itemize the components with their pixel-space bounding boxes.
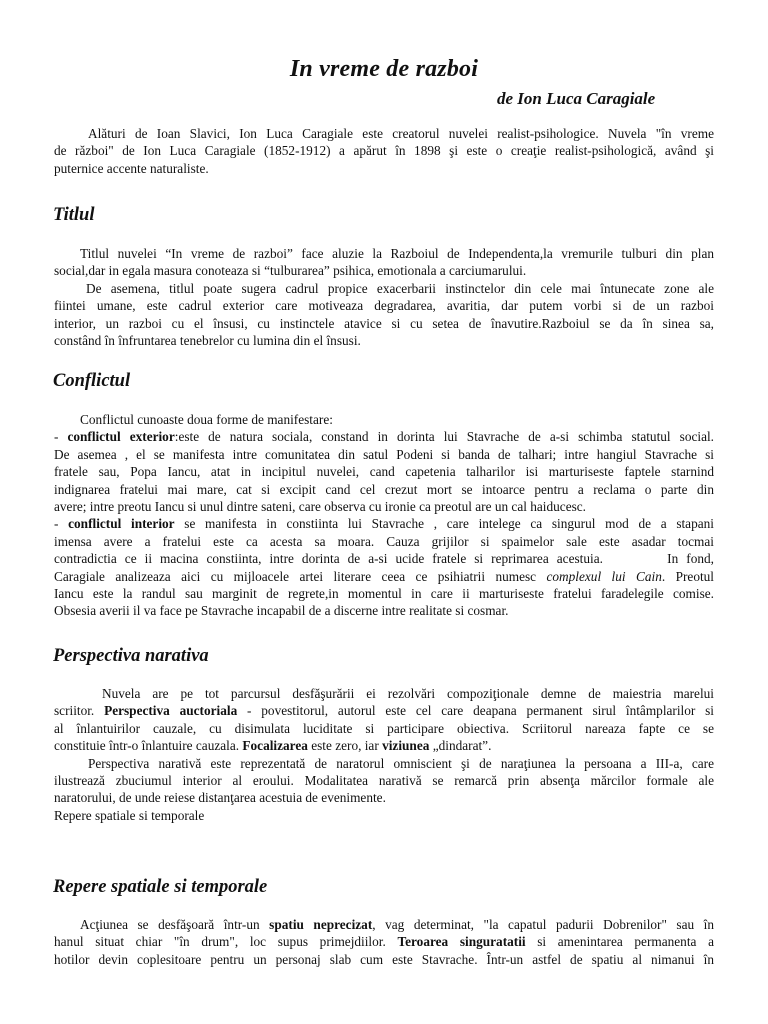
text-run: , vag determinat, "la capatul padurii Dobrenilor" sau în <box>372 917 715 932</box>
text-run: constituie într-o înlantuire cauzala. <box>54 738 243 754</box>
text-run: - povestitorul, autorul este cel care deapana permanent sirul întâmplarilor si <box>237 703 714 719</box>
text-line: al înlantuirilor cauzale, cu disimulata luciditate si participare obiectiva. Scriitorul nareaza fapte ce se <box>54 720 714 736</box>
term-focalizarea: Focalizarea <box>242 738 308 754</box>
text-line: de război" de Ion Luca Caragiale (1852-1912) a apărut în 1898 şi este o creaţie realist-psihologică, având şi <box>54 143 714 159</box>
text-line <box>54 568 714 585</box>
text-run: si amenintarea permanenta a <box>525 934 714 950</box>
text-line: fiintei umane, este cadrul exterior care motiveaza degradarea, avaritia, dar putem vorbi si de un razboi <box>54 298 714 314</box>
text-line: De asemea , el se manifesta intre comunitatea din satul Podeni si banda de talhari; intre hangiul Stavrache si <box>54 446 714 462</box>
text-line: hotilor devin coplesitoare pentru un personaj slab cum este Stavrache. Într-un astfel de spatiu al nimanui în <box>54 951 714 967</box>
term-conflictul-exterior: conflictul exterior <box>67 429 175 445</box>
term-teroarea-singuratatii: Teroarea singuratatii <box>397 934 526 950</box>
text-line: Titlul nuvelei “In vreme de razboi” face aluzie la Razboiul de Independenta,la vremurile tulburi din plan <box>80 246 714 261</box>
text-line <box>54 933 714 950</box>
term-complexul-lui-cain: complexul lui Cain <box>546 568 662 584</box>
text-line: interior, un razboi cu el însusi, cu instinctele atavice si cu setea de înavutire.Razboiul se da în sinea sa, <box>54 315 714 331</box>
text-run: scriitor. <box>54 703 105 719</box>
intro-paragraph <box>54 125 714 177</box>
text-run: se manifesta in constiinta lui Stavrache , care intelege ca singurul mod de a stapani <box>174 516 714 532</box>
text-line: imensa avere a fratelui este ca acesta sa moara. Cauza grijilor si spaimelor sale este asadar tocmai <box>54 533 714 549</box>
text-line: avere; intre preotu Iancu si unul dintre sateni, care observa cu ironie ca preotul are un cal haiducesc. <box>54 499 587 515</box>
term-conflictul-interior: conflictul interior <box>68 516 175 532</box>
text-line: De asemena, titlul poate sugera cadrul propice exacerbarii instinctelor din cele mai întunecate zone ale <box>86 281 714 296</box>
repere-body <box>54 916 714 968</box>
document-title: In vreme de razboi <box>289 56 479 82</box>
titlul-paragraph-2 <box>54 280 714 350</box>
text-line: Iancu este la randul sau marginit de regrete,in momentul in care ii marturiseste fratelui faradelegile comise. <box>54 586 714 602</box>
text-line <box>54 702 714 719</box>
text-line <box>54 916 714 933</box>
perspectiva-body <box>54 685 714 824</box>
text-line: constând în înfruntarea tenebrelor cu lumina din el însusi. <box>54 333 361 349</box>
text-line <box>54 428 714 445</box>
conflictul-body <box>54 411 714 620</box>
titlul-paragraph-1 <box>54 245 714 280</box>
text-line: Conflictul cunoaste doua forme de manifestare: <box>80 412 333 427</box>
term-perspectiva-auctoriala: Perspectiva auctoriala <box>104 703 238 719</box>
list-dash: - <box>54 429 68 445</box>
text-line <box>54 515 714 532</box>
text-line: fratele sau, Popa Iancu, atat in incipitul nuvelei, cand capetenia talharilor isi marturiseste faptele starnind <box>54 464 714 480</box>
section-heading-perspectiva: Perspectiva narativa <box>53 646 209 666</box>
section-heading-titlul: Titlul <box>53 205 95 225</box>
list-dash: - <box>54 516 69 532</box>
text-line: Perspectiva narativă este reprezentată de naratorul omniscient şi de naraţiunea la persoana a III-a, care <box>88 755 714 771</box>
text-run: „dindarat”. <box>429 738 492 754</box>
term-viziunea: viziunea <box>382 738 430 754</box>
term-spatiu-neprecizat: spatiu neprecizat <box>269 917 373 932</box>
text-line: Nuvela are pe tot parcursul desfăşurării ei rezolvări compoziţionale demne de maiestria marelui <box>102 686 714 701</box>
document-author: de Ion Luca Caragiale <box>497 89 656 108</box>
text-run: . Preotul <box>661 568 715 584</box>
text-run: este zero, iar <box>307 738 383 754</box>
text-line <box>54 737 714 754</box>
text-line: indignarea fratelui mai mare, cat si excipit cand cel crezut mort se intoarce pentru a reclama o parte din <box>54 481 714 497</box>
text-line: puternice accente naturaliste. <box>54 160 209 176</box>
text-line: contradictia ce ii macina constiinta, intre dorinta de a-si ucide fratele si reprimarea acestuia. In fond, <box>54 551 714 567</box>
text-line: Alături de Ioan Slavici, Ion Luca Caragiale este creatorul nuvelei realist-psihologice. Nuvela "în vreme <box>88 126 714 141</box>
text-run: hanul situat chiar "în drum", loc supus primejdiilor. <box>54 934 398 950</box>
section-heading-repere: Repere spatiale si temporale <box>53 877 268 897</box>
text-run: Acţiunea se desfăşoară într-un <box>80 917 270 932</box>
text-line: ilustrează zbuciumul interior al eroului. Modalitatea narativă se remarcă prin absenţa mărcilor formale ale <box>54 773 714 789</box>
text-line: naratorului, de unde reiese distanţarea acestuia de evenimente. <box>54 790 386 806</box>
text-line: Repere spatiale si temporale <box>54 807 205 823</box>
section-heading-conflictul: Conflictul <box>53 371 131 391</box>
text-line: Obsesia averii il va face pe Stavrache incapabil de a discerne intre realitate si cosmar. <box>54 603 509 619</box>
text-line: social,dar in egala masura conoteaza si “tulburarea” psihica, emotionala a carciumarului. <box>54 263 527 279</box>
text-run: Caragiale analizeaza aici cu mijloacele artei literare ceea ce psihiatrii numesc <box>54 568 547 584</box>
text-run: :este de natura sociala, constand in dorinta lui Stavrache de a-si schimba statutul social. <box>174 429 714 445</box>
